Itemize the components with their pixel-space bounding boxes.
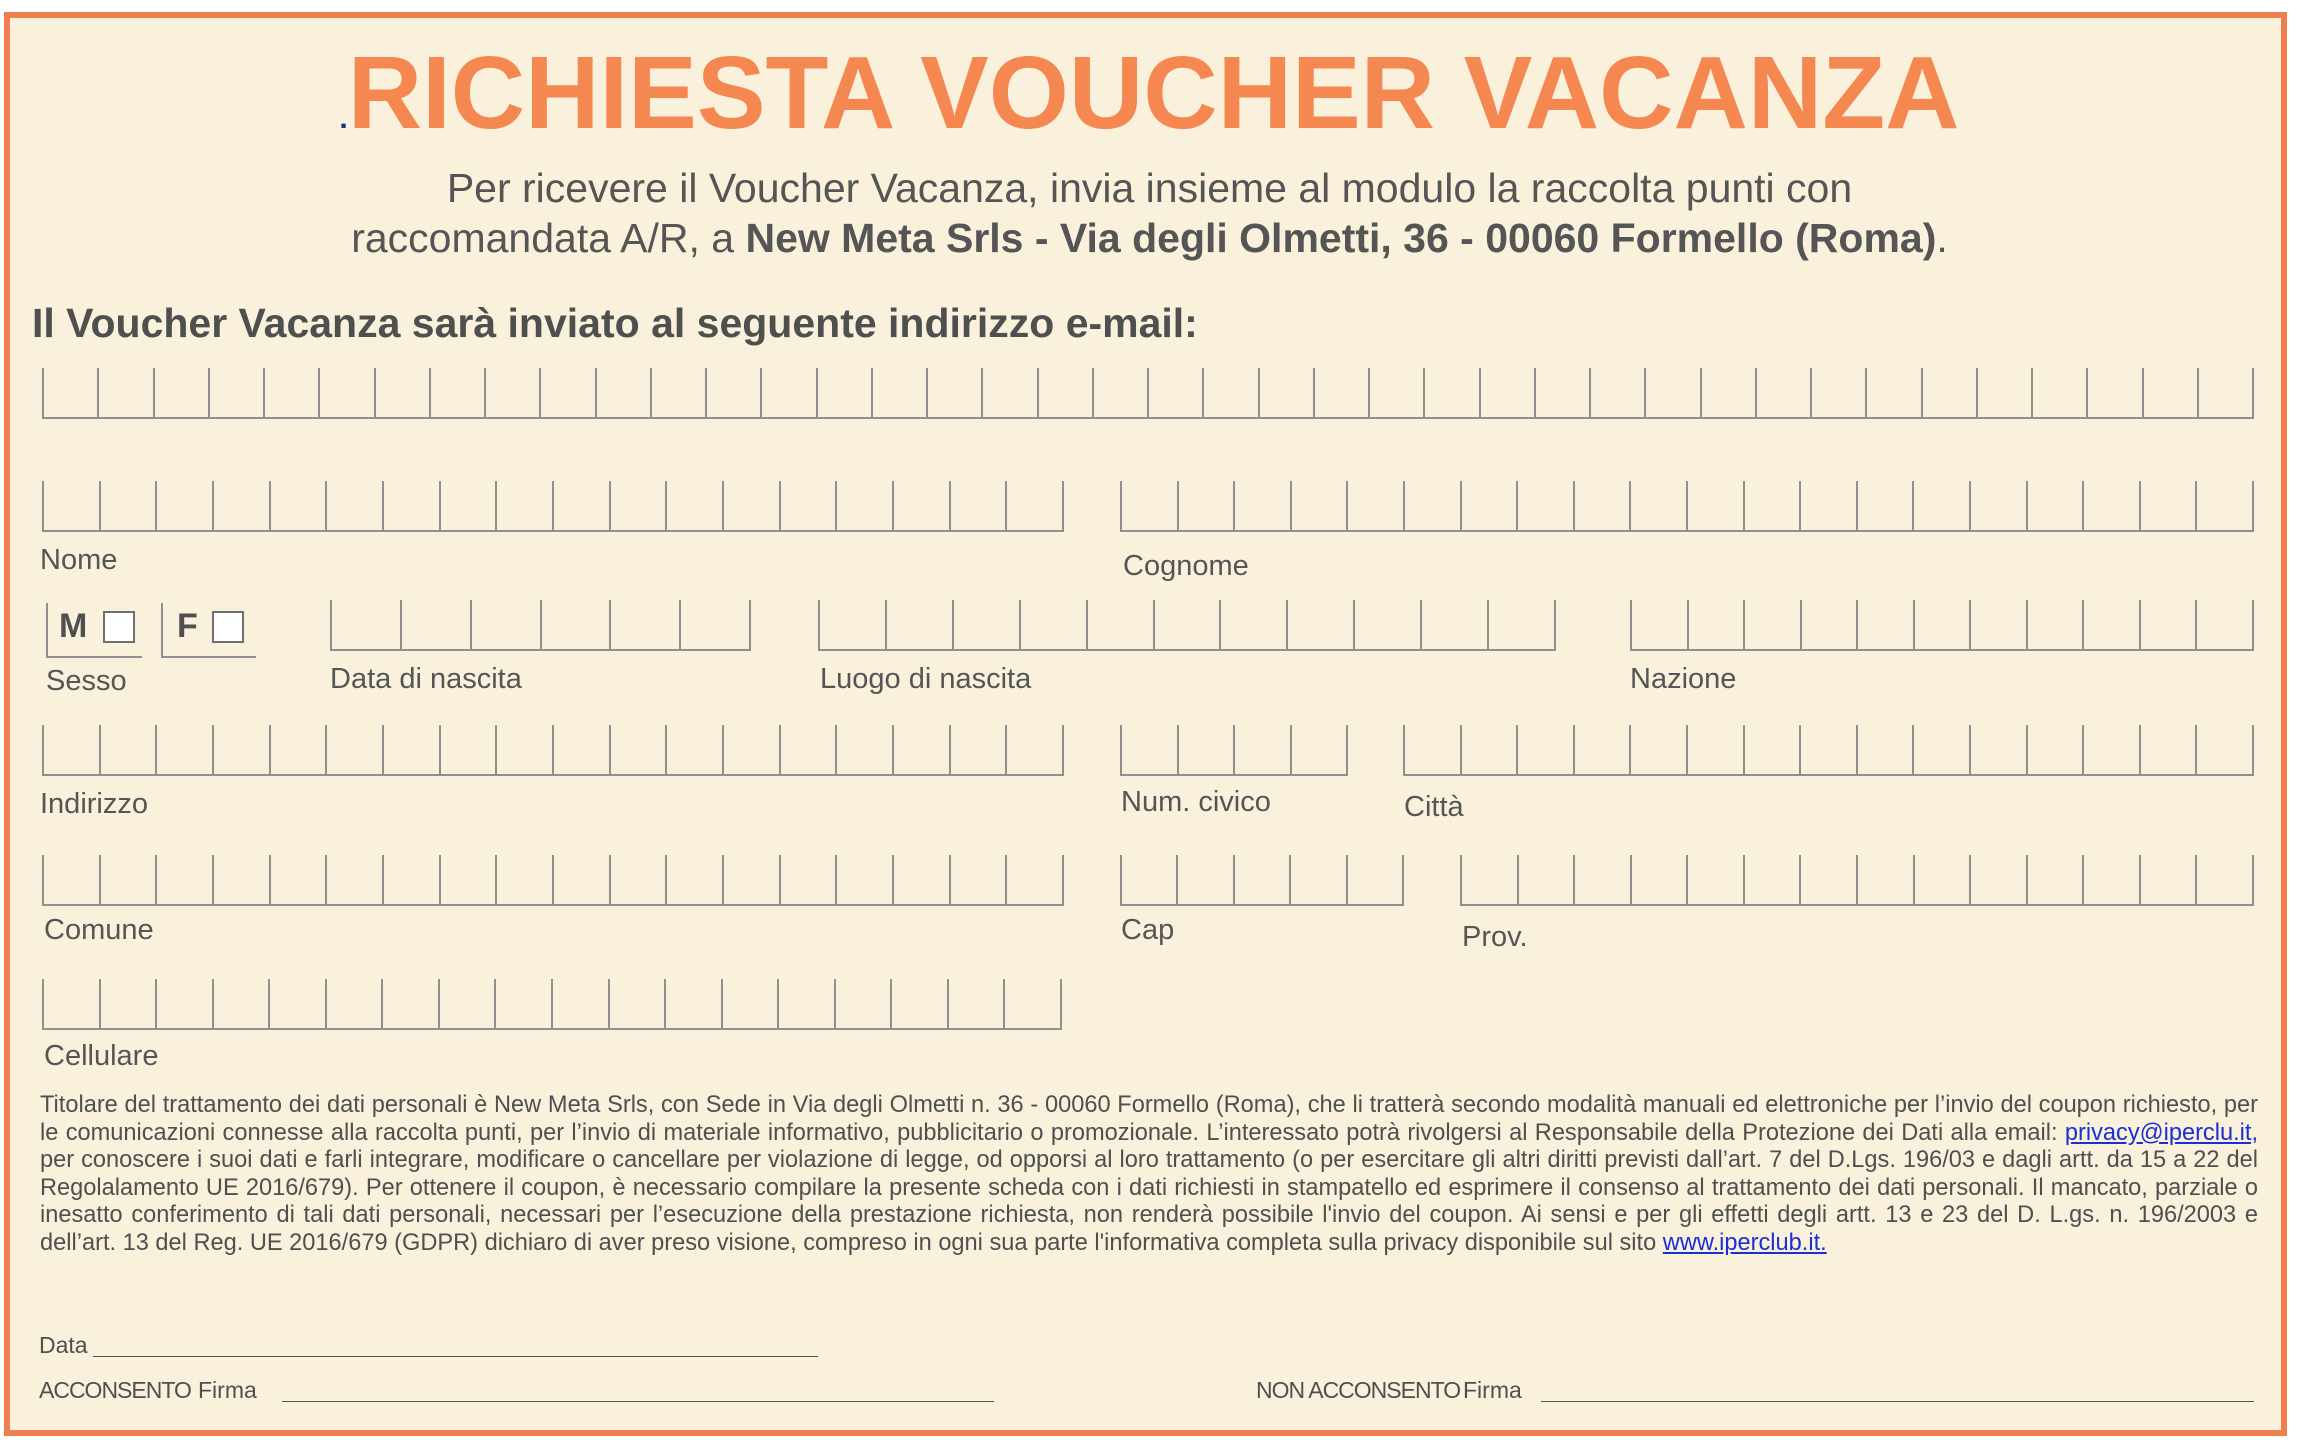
box-divider — [495, 481, 497, 530]
indirizzo-label: Indirizzo — [40, 788, 148, 820]
box-divider — [438, 979, 440, 1028]
box-divider — [777, 979, 779, 1028]
firma-label: Firma — [198, 1377, 257, 1403]
box-divider — [1060, 979, 1062, 1028]
prov-label: Prov. — [1462, 921, 1528, 953]
box-divider — [153, 368, 155, 417]
box-divider — [2195, 481, 2197, 530]
box-divider — [1313, 368, 1315, 417]
box-divider — [1233, 855, 1235, 904]
box-divider — [42, 855, 44, 904]
box-divider — [1120, 481, 1122, 530]
box-divider — [439, 855, 441, 904]
box-divider — [429, 368, 431, 417]
box-divider — [949, 481, 951, 530]
comune-label: Comune — [44, 914, 154, 946]
box-divider — [760, 368, 762, 417]
box-divider — [1368, 368, 1370, 417]
data-nascita-field[interactable] — [330, 602, 751, 651]
box-divider — [381, 979, 383, 1028]
box-divider — [1003, 979, 1005, 1028]
cognome-label: Cognome — [1123, 550, 1249, 582]
box-divider — [818, 600, 820, 649]
box-divider — [2082, 855, 2084, 904]
box-divider — [1346, 481, 1348, 530]
box-divider — [722, 855, 724, 904]
box-divider — [1005, 481, 1007, 530]
cellulare-field[interactable] — [42, 981, 1062, 1030]
box-divider — [609, 855, 611, 904]
box-divider — [1403, 725, 1405, 774]
box-divider — [1092, 368, 1094, 417]
box-divider — [952, 600, 954, 649]
box-divider — [325, 979, 327, 1028]
box-divider — [1644, 368, 1646, 417]
luogo-nascita-label: Luogo di nascita — [820, 663, 1032, 695]
box-divider — [400, 600, 402, 649]
box-divider — [552, 855, 554, 904]
box-divider — [484, 368, 486, 417]
box-divider — [1743, 481, 1745, 530]
box-divider — [1856, 855, 1858, 904]
intro-line-1: Per ricevere il Voucher Vacanza, invia insieme al modulo la raccolta punti con — [446, 165, 1853, 211]
cellulare-label: Cellulare — [44, 1040, 159, 1072]
box-divider — [1460, 725, 1462, 774]
nome-label: Nome — [40, 544, 118, 576]
box-divider — [1062, 855, 1064, 904]
box-divider — [155, 979, 157, 1028]
box-divider — [2082, 481, 2084, 530]
box-divider — [1629, 481, 1631, 530]
box-divider — [1589, 368, 1591, 417]
box-divider — [212, 725, 214, 774]
box-divider — [1856, 600, 1858, 649]
box-divider — [540, 600, 542, 649]
box-divider — [1153, 600, 1155, 649]
prov-field[interactable] — [1460, 857, 2254, 906]
box-divider — [1233, 481, 1235, 530]
box-divider — [835, 481, 837, 530]
intro-address: New Meta Srls - Via degli Olmetti, 36 - 00060 Formello (Roma) — [745, 215, 1937, 261]
comune-field[interactable] — [42, 857, 1064, 906]
box-divider — [835, 855, 837, 904]
privacy-site-link[interactable]: www.iperclub.it. — [1662, 1229, 1827, 1256]
box-divider — [1913, 855, 1915, 904]
box-divider — [892, 855, 894, 904]
box-divider — [2086, 368, 2088, 417]
box-divider — [890, 979, 892, 1028]
box-divider — [949, 725, 951, 774]
box-divider — [595, 368, 597, 417]
box-divider — [495, 855, 497, 904]
box-divider — [1005, 855, 1007, 904]
nazione-field[interactable] — [1630, 602, 2254, 651]
box-divider — [1912, 481, 1914, 530]
box-divider — [325, 481, 327, 530]
box-divider — [269, 855, 271, 904]
box-divider — [97, 368, 99, 417]
box-divider — [2195, 600, 2197, 649]
box-divider — [382, 725, 384, 774]
box-divider — [1062, 481, 1064, 530]
box-divider — [722, 481, 724, 530]
box-divider — [1487, 600, 1489, 649]
consent-signature-line[interactable] — [282, 1401, 994, 1402]
box-divider — [1743, 725, 1745, 774]
box-divider — [318, 368, 320, 417]
box-divider — [1799, 855, 1801, 904]
box-divider — [2082, 725, 2084, 774]
box-divider — [892, 481, 894, 530]
indirizzo-field[interactable] — [42, 727, 1064, 776]
citta-label: Città — [1404, 791, 1464, 823]
email-field[interactable] — [42, 370, 2254, 419]
cap-label: Cap — [1121, 914, 1175, 946]
box-divider — [325, 725, 327, 774]
box-divider — [2252, 725, 2254, 774]
box-divider — [609, 600, 611, 649]
title-text: RICHIESTA VOUCHER VACANZA — [347, 35, 1960, 150]
box-divider — [1346, 725, 1348, 774]
privacy-text-1: Titolare del trattamento dei dati personali è New Meta Srls, con Sede in Via degli Olmetti n. 36 - 00060 Formello (Roma), che li tratterà secondo modalità manuali ed elettroniche per l’invio del coupon richiesto, per le comunicazioni connesse alla raccolta punti, per l’invio di materiale informativo, pubblicitario o promozionale. L’interessato potrà rivolgersi al Responsabile della Protezione dei Dati alla email: — [40, 1092, 2258, 1146]
box-divider — [2139, 855, 2141, 904]
box-divider — [1516, 725, 1518, 774]
box-divider — [1219, 600, 1221, 649]
box-divider — [212, 481, 214, 530]
box-divider — [665, 481, 667, 530]
box-divider — [1865, 368, 1867, 417]
sesso-m-letter: M — [59, 607, 88, 645]
box-divider — [495, 725, 497, 774]
data-nascita-label: Data di nascita — [330, 663, 522, 695]
box-divider — [1969, 855, 1971, 904]
box-divider — [382, 481, 384, 530]
box-divider — [1856, 481, 1858, 530]
box-divider — [665, 725, 667, 774]
box-divider — [1573, 725, 1575, 774]
box-divider — [1290, 481, 1292, 530]
box-divider — [1799, 725, 1801, 774]
box-divider — [99, 481, 101, 530]
box-divider — [609, 481, 611, 530]
box-divider — [1147, 368, 1149, 417]
box-divider — [155, 855, 157, 904]
no-consent-label: NON ACCONSENTO — [1256, 1377, 1461, 1403]
box-divider — [155, 481, 157, 530]
nazione-label: Nazione — [1630, 663, 1737, 695]
citta-field[interactable] — [1403, 727, 2254, 776]
intro-line-2 — [0, 213, 2299, 263]
box-divider — [949, 855, 951, 904]
box-divider — [749, 600, 751, 649]
box-divider — [2139, 725, 2141, 774]
box-divider — [816, 368, 818, 417]
box-divider — [779, 725, 781, 774]
box-divider — [1913, 600, 1915, 649]
box-divider — [779, 481, 781, 530]
box-divider — [1800, 600, 1802, 649]
box-divider — [2195, 725, 2197, 774]
box-divider — [1810, 368, 1812, 417]
box-divider — [1019, 600, 1021, 649]
box-divider — [1534, 368, 1536, 417]
box-divider — [1630, 600, 1632, 649]
box-divider — [1346, 855, 1348, 904]
box-divider — [1743, 600, 1745, 649]
box-divider — [608, 979, 610, 1028]
box-divider — [664, 979, 666, 1028]
box-divider — [263, 368, 265, 417]
box-divider — [835, 725, 837, 774]
box-divider — [1687, 600, 1689, 649]
box-divider — [2026, 481, 2028, 530]
box-divider — [1969, 481, 1971, 530]
box-divider — [551, 979, 553, 1028]
box-divider — [1423, 368, 1425, 417]
box-divider — [212, 979, 214, 1028]
box-divider — [325, 855, 327, 904]
box-divider — [155, 725, 157, 774]
privacy-text-2: per conoscere i suoi dati e farli integrare, modificare o cancellare per violazione di legge, od opporsi al loro trattamento (o per esercitare gli altri diritti previsti dall’art. 7 del D.Lgs. 196/03 e dagli artt. da 15 a 22 del Regolalamento UE 2016/679). Per ottenere il coupon, è necessario compilare la presente scheda con i dati richiesti in stampatello ed esprimere il consenso al trattamento dei dati personali. Il mancato, parziale o inesatto conferimento di tali dati personali, necessari per l’esecuzione della prestazione richiesta, non renderà possibile l'invio del coupon. Ai sensi e per gli effetti degli artt. 13 e 23 del D. L.gs. n. 196/2003 e dell’art. 13 del Reg. UE 2016/679 (GDPR) dichiaro di aver preso visione, compreso in ogni sua parte l'informativa completa sulla privacy disponibile sul sito — [40, 1147, 2258, 1256]
box-divider — [42, 368, 44, 417]
box-divider — [2142, 368, 2144, 417]
box-divider — [439, 481, 441, 530]
data-label: Data — [39, 1332, 88, 1358]
box-divider — [1460, 481, 1462, 530]
title-dot: . — [339, 102, 348, 135]
luogo-nascita-field[interactable] — [818, 602, 1556, 651]
box-divider — [552, 725, 554, 774]
box-divider — [1573, 855, 1575, 904]
box-divider — [439, 725, 441, 774]
box-divider — [1743, 855, 1745, 904]
box-divider — [1755, 368, 1757, 417]
box-divider — [1177, 725, 1179, 774]
box-divider — [1062, 725, 1064, 774]
box-divider — [2139, 600, 2141, 649]
box-divider — [1120, 855, 1122, 904]
box-divider — [1630, 855, 1632, 904]
consent-label: ACCONSENTO — [39, 1377, 191, 1403]
box-divider — [42, 481, 44, 530]
box-divider — [1700, 368, 1702, 417]
box-divider — [2026, 725, 2028, 774]
box-divider — [885, 600, 887, 649]
box-divider — [705, 368, 707, 417]
email-heading: Il Voucher Vacanza sarà inviato al seguente indirizzo e-mail: — [32, 300, 1198, 346]
sesso-f-checkbox[interactable] — [212, 611, 244, 643]
box-divider — [981, 368, 983, 417]
form-title — [0, 35, 2299, 174]
box-divider — [1686, 481, 1688, 530]
box-divider — [1202, 368, 1204, 417]
sesso-m-checkbox[interactable] — [103, 611, 135, 643]
box-divider — [947, 979, 949, 1028]
box-divider — [650, 368, 652, 417]
firma-label-2: Firma — [1463, 1377, 1522, 1403]
box-divider — [1921, 368, 1923, 417]
box-divider — [721, 979, 723, 1028]
box-divider — [470, 600, 472, 649]
box-divider — [1686, 855, 1688, 904]
box-divider — [539, 368, 541, 417]
box-divider — [208, 368, 210, 417]
box-divider — [268, 979, 270, 1028]
box-divider — [552, 481, 554, 530]
box-divider — [722, 725, 724, 774]
box-divider — [1976, 368, 1978, 417]
privacy-email-link[interactable]: privacy@iperclu.it, — [2064, 1119, 2258, 1146]
box-divider — [374, 368, 376, 417]
box-divider — [871, 368, 873, 417]
box-divider — [2026, 600, 2028, 649]
box-divider — [1233, 725, 1235, 774]
box-divider — [1479, 368, 1481, 417]
box-divider — [1290, 725, 1292, 774]
box-divider — [1403, 481, 1405, 530]
box-divider — [1554, 600, 1556, 649]
box-divider — [2252, 481, 2254, 530]
box-divider — [679, 600, 681, 649]
box-divider — [665, 855, 667, 904]
box-divider — [1969, 600, 1971, 649]
num-civico-field[interactable] — [1120, 727, 1348, 776]
box-divider — [1258, 368, 1260, 417]
box-divider — [269, 481, 271, 530]
box-divider — [99, 725, 101, 774]
box-divider — [1289, 855, 1291, 904]
box-divider — [2252, 600, 2254, 649]
box-divider — [1856, 725, 1858, 774]
cognome-field[interactable] — [1120, 483, 2254, 532]
box-divider — [1629, 725, 1631, 774]
box-divider — [330, 600, 332, 649]
box-divider — [212, 855, 214, 904]
cap-field[interactable] — [1120, 857, 1404, 906]
box-divider — [42, 725, 44, 774]
box-divider — [99, 979, 101, 1028]
box-divider — [609, 725, 611, 774]
data-signature-line[interactable] — [93, 1356, 818, 1357]
box-divider — [1177, 481, 1179, 530]
box-divider — [1120, 725, 1122, 774]
box-divider — [834, 979, 836, 1028]
box-divider — [1086, 600, 1088, 649]
box-divider — [269, 725, 271, 774]
box-divider — [1969, 725, 1971, 774]
box-divider — [2139, 481, 2141, 530]
box-divider — [1517, 855, 1519, 904]
box-divider — [1176, 855, 1178, 904]
box-divider — [1286, 600, 1288, 649]
box-divider — [99, 855, 101, 904]
box-divider — [1460, 855, 1462, 904]
box-divider — [1353, 600, 1355, 649]
box-divider — [1912, 725, 1914, 774]
box-divider — [42, 979, 44, 1028]
intro-suffix: . — [1936, 215, 1948, 261]
no-consent-signature-line[interactable] — [1541, 1401, 2254, 1402]
box-divider — [2252, 368, 2254, 417]
box-divider — [2195, 855, 2197, 904]
box-divider — [779, 855, 781, 904]
box-divider — [1799, 481, 1801, 530]
box-divider — [1516, 481, 1518, 530]
box-divider — [2197, 368, 2199, 417]
sesso-label: Sesso — [46, 665, 127, 697]
intro-prefix: raccomandata A/R, a — [351, 215, 746, 261]
nome-field[interactable] — [42, 483, 1064, 532]
sesso-f-letter: F — [177, 607, 198, 645]
box-divider — [1402, 855, 1404, 904]
privacy-notice — [40, 1092, 2258, 1257]
box-divider — [1686, 725, 1688, 774]
num-civico-label: Num. civico — [1121, 786, 1271, 818]
box-divider — [1005, 725, 1007, 774]
box-divider — [2026, 855, 2028, 904]
box-divider — [1573, 481, 1575, 530]
box-divider — [494, 979, 496, 1028]
box-divider — [2252, 855, 2254, 904]
box-divider — [2082, 600, 2084, 649]
box-divider — [1037, 368, 1039, 417]
box-divider — [382, 855, 384, 904]
box-divider — [1420, 600, 1422, 649]
box-divider — [892, 725, 894, 774]
box-divider — [2031, 368, 2033, 417]
box-divider — [926, 368, 928, 417]
